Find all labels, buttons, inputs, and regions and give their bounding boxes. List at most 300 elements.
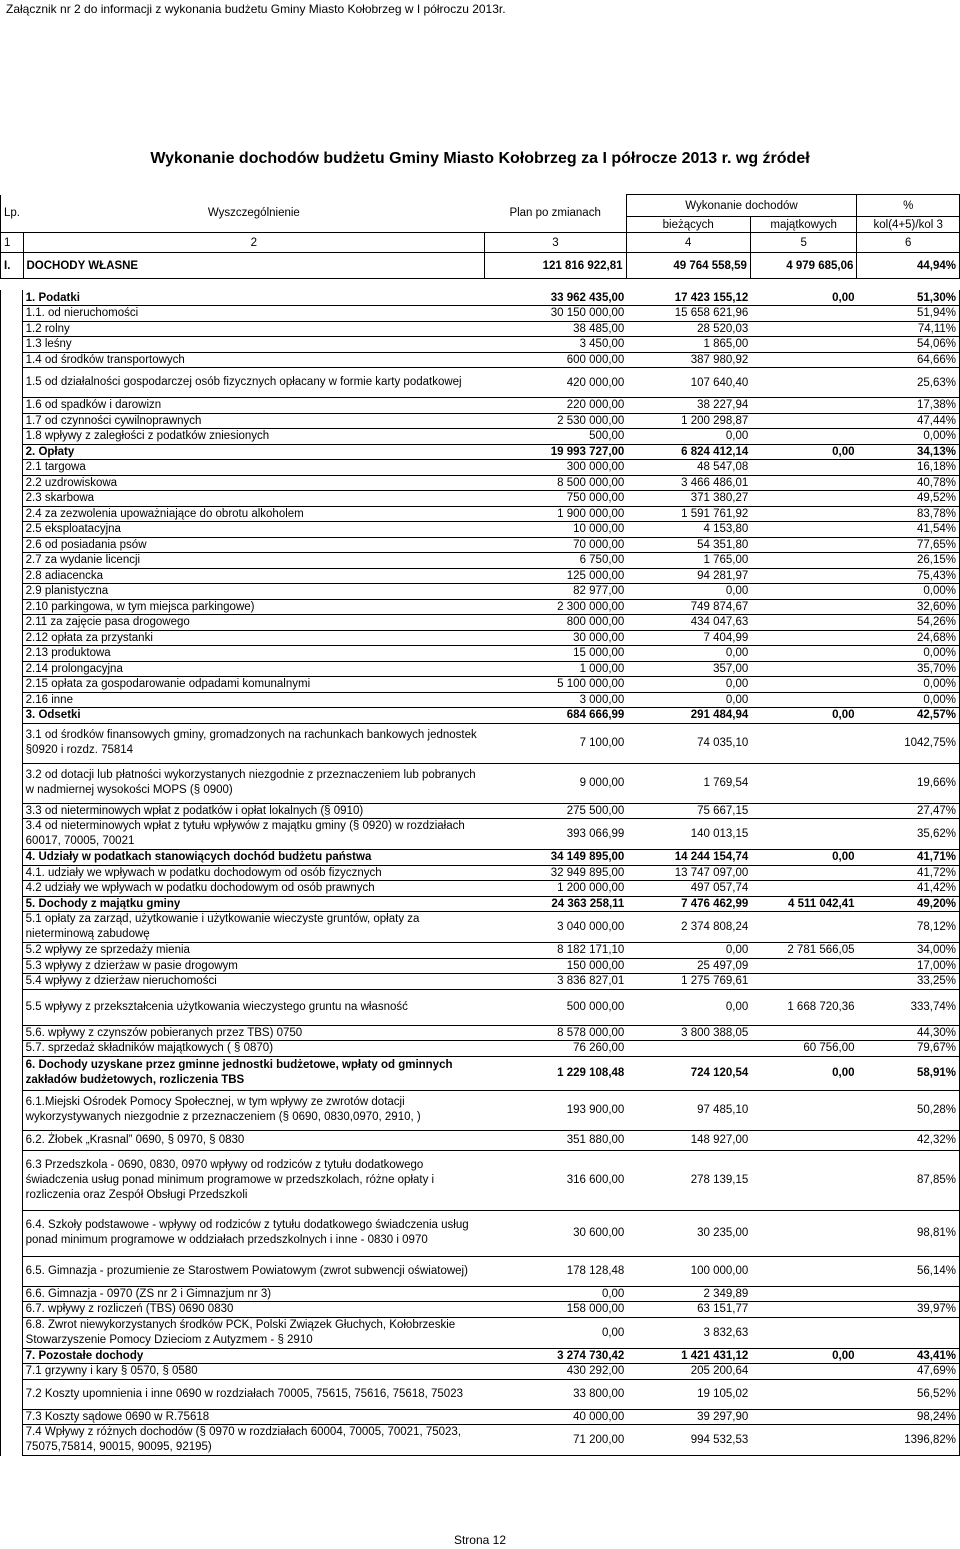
table-row xyxy=(1,1286,960,1302)
row-asset xyxy=(751,522,857,538)
row-plan: 33 962 435,00 xyxy=(487,290,628,306)
header-exec: Wykonanie dochodów xyxy=(626,195,857,217)
row-percent: 40,78% xyxy=(858,475,960,491)
income-table xyxy=(0,290,960,1456)
header-num-1: 1 xyxy=(1,233,24,253)
row-lp-cell xyxy=(1,974,23,990)
row-plan: 420 000,00 xyxy=(487,368,628,398)
row-percent: 333,74% xyxy=(858,989,960,1025)
row-percent: 44,30% xyxy=(858,1025,960,1041)
row-description: 6.6. Gimnazja - 0970 (ZS nr 2 i Gimnazjum nr 3) xyxy=(22,1286,487,1302)
row-asset xyxy=(751,974,857,990)
row-plan: 750 000,00 xyxy=(487,491,628,507)
table-row xyxy=(1,553,960,569)
row-asset xyxy=(751,599,857,615)
row-percent: 51,30% xyxy=(858,290,960,306)
row-lp-cell xyxy=(1,1130,23,1150)
row-percent: 49,20% xyxy=(858,896,960,912)
row-lp-cell xyxy=(1,912,23,943)
row-asset xyxy=(751,865,857,881)
row-current: 1 765,00 xyxy=(627,553,751,569)
row-percent: 98,24% xyxy=(858,1409,960,1425)
row-lp-cell xyxy=(1,896,23,912)
row-asset xyxy=(751,475,857,491)
row-plan: 71 200,00 xyxy=(487,1425,628,1456)
row-plan: 30 000,00 xyxy=(487,630,628,646)
row-lp-cell xyxy=(1,290,23,306)
row-plan: 2 530 000,00 xyxy=(487,413,628,429)
header-table xyxy=(0,194,960,279)
row-description: 6.7. wpływy z rozliczeń (TBS) 0690 0830 xyxy=(22,1302,487,1318)
row-percent: 35,70% xyxy=(858,661,960,677)
row-plan: 5 100 000,00 xyxy=(487,677,628,693)
row-current: 6 824 412,14 xyxy=(627,444,751,460)
row-current: 13 747 097,00 xyxy=(627,865,751,881)
row-plan: 430 292,00 xyxy=(487,1364,628,1380)
table-row xyxy=(1,1150,960,1210)
row-asset xyxy=(751,1317,857,1348)
row-description: 2.16 inne xyxy=(22,692,487,708)
row-plan: 1 000,00 xyxy=(487,661,628,677)
row-plan: 19 993 727,00 xyxy=(487,444,628,460)
row-asset xyxy=(751,677,857,693)
row-lp-cell xyxy=(1,692,23,708)
row-lp-cell xyxy=(1,1210,23,1256)
row-asset xyxy=(751,912,857,943)
row-plan: 3 000,00 xyxy=(487,692,628,708)
row-current: 54 351,80 xyxy=(627,537,751,553)
row-current: 4 153,80 xyxy=(627,522,751,538)
row-description: 5.6. wpływy z czynszów pobieranych przez TBS) 0750 xyxy=(22,1025,487,1041)
table-row xyxy=(1,522,960,538)
row-lp-cell xyxy=(1,1379,23,1409)
row-current: 140 013,15 xyxy=(627,819,751,850)
row-lp-cell xyxy=(1,1348,23,1364)
row-description: 5.2 wpływy ze sprzedaży mienia xyxy=(22,943,487,959)
row-lp-cell xyxy=(1,1150,23,1210)
row-plan: 178 128,48 xyxy=(487,1256,628,1286)
row-lp-cell xyxy=(1,413,23,429)
row-plan: 8 182 171,10 xyxy=(487,943,628,959)
row-plan: 275 500,00 xyxy=(487,803,628,819)
row-description: 1.2 rolny xyxy=(22,321,487,337)
row-asset xyxy=(751,1302,857,1318)
row-percent: 56,52% xyxy=(858,1379,960,1409)
row-lp-cell xyxy=(1,661,23,677)
row-plan: 2 300 000,00 xyxy=(487,599,628,615)
row-lp-cell xyxy=(1,584,23,600)
row-current: 3 466 486,01 xyxy=(627,475,751,491)
row-current: 30 235,00 xyxy=(627,1210,751,1256)
row-asset: 0,00 xyxy=(751,1348,857,1364)
row-current: 15 658 621,96 xyxy=(627,306,751,322)
row-lp-cell xyxy=(1,306,23,322)
row-description: 2.13 produktowa xyxy=(22,646,487,662)
header-lp: Lp. xyxy=(1,195,24,233)
row-description: 2.5 eksploatacyjna xyxy=(22,522,487,538)
table-row xyxy=(1,803,960,819)
row-asset xyxy=(751,1425,857,1456)
row-description: 4.2 udziały we wpływach w podatku dochodowym od osób prawnych xyxy=(22,881,487,897)
table-row xyxy=(1,677,960,693)
table-row xyxy=(1,1041,960,1057)
row-description: 5. Dochody z majątku gminy xyxy=(22,896,487,912)
row-description: 1.8 wpływy z zaległości z podatków zniesionych xyxy=(22,429,487,445)
table-row xyxy=(1,1210,960,1256)
table-row xyxy=(1,429,960,445)
row-asset xyxy=(751,803,857,819)
row-description: 7. Pozostałe dochody xyxy=(22,1348,487,1364)
row-description: 1.5 od działalności gospodarczej osób fizycznych opłacany w formie karty podatkowej xyxy=(22,368,487,398)
row-current: 17 423 155,12 xyxy=(627,290,751,306)
section-desc: DOCHODY WŁASNE xyxy=(23,253,485,279)
row-plan: 1 200 000,00 xyxy=(487,881,628,897)
header-num-2: 2 xyxy=(23,233,485,253)
row-current: 74 035,10 xyxy=(627,723,751,763)
row-plan: 800 000,00 xyxy=(487,615,628,631)
row-plan: 220 000,00 xyxy=(487,398,628,414)
row-percent: 0,00% xyxy=(858,429,960,445)
row-description: 2.7 za wydanie licencji xyxy=(22,553,487,569)
row-percent: 87,85% xyxy=(858,1150,960,1210)
row-asset xyxy=(751,337,857,353)
row-description: 6.3 Przedszkola - 0690, 0830, 0970 wpływy od rodziców z tytułu dodatkowego świadczenia usług ponad minimum programowe w przedszkolach, różne opłaty i rozliczenia oraz Zespół Obsługi Przedszkoli xyxy=(22,1150,487,1210)
table-row xyxy=(1,1090,960,1130)
row-plan: 32 949 895,00 xyxy=(487,865,628,881)
row-current: 0,00 xyxy=(627,429,751,445)
row-asset xyxy=(751,460,857,476)
row-lp-cell xyxy=(1,763,23,803)
row-percent: 79,67% xyxy=(858,1041,960,1057)
row-asset xyxy=(751,413,857,429)
row-asset xyxy=(751,1130,857,1150)
row-description: 1.4 od środków transportowych xyxy=(22,352,487,368)
row-asset xyxy=(751,553,857,569)
row-asset xyxy=(751,368,857,398)
table-row xyxy=(1,1317,960,1348)
table-row xyxy=(1,819,960,850)
row-asset xyxy=(751,881,857,897)
row-percent: 43,41% xyxy=(858,1348,960,1364)
row-description: 6.5. Gimnazja - prozumienie ze Starostwem Powiatowym (zwrot subwencji oświatowej) xyxy=(22,1256,487,1286)
row-current: 1 769,54 xyxy=(627,763,751,803)
row-description: 5.7. sprzedaż składników majątkowych ( § 0870) xyxy=(22,1041,487,1057)
income-table-body xyxy=(1,290,960,1456)
row-lp-cell xyxy=(1,352,23,368)
row-asset xyxy=(751,723,857,763)
row-percent: 34,00% xyxy=(858,943,960,959)
row-asset xyxy=(751,491,857,507)
row-description: 3.3 od nieterminowych wpłat z podatków i opłat lokalnych (§ 0910) xyxy=(22,803,487,819)
row-description: 1. Podatki xyxy=(22,290,487,306)
table-row xyxy=(1,352,960,368)
row-percent: 1042,75% xyxy=(858,723,960,763)
row-plan: 82 977,00 xyxy=(487,584,628,600)
row-asset: 0,00 xyxy=(751,850,857,866)
row-plan: 158 000,00 xyxy=(487,1302,628,1318)
row-lp-cell xyxy=(1,1286,23,1302)
row-description: 1.1. od nieruchomości xyxy=(22,306,487,322)
row-lp-cell xyxy=(1,537,23,553)
table-row xyxy=(1,943,960,959)
header-asset: majątkowych xyxy=(750,217,857,233)
row-asset xyxy=(751,321,857,337)
row-percent: 1396,82% xyxy=(858,1425,960,1456)
row-plan: 193 900,00 xyxy=(487,1090,628,1130)
row-description: 5.3 wpływy z dzierżaw w pasie drogowym xyxy=(22,958,487,974)
row-lp-cell xyxy=(1,321,23,337)
row-current: 497 057,74 xyxy=(627,881,751,897)
row-current: 278 139,15 xyxy=(627,1150,751,1210)
row-percent: 75,43% xyxy=(858,568,960,584)
row-plan: 351 880,00 xyxy=(487,1130,628,1150)
row-plan: 33 800,00 xyxy=(487,1379,628,1409)
row-plan: 30 150 000,00 xyxy=(487,306,628,322)
row-current: 75 667,15 xyxy=(627,803,751,819)
row-percent: 56,14% xyxy=(858,1256,960,1286)
row-description: 2.8 adiacencka xyxy=(22,568,487,584)
row-current: 1 275 769,61 xyxy=(627,974,751,990)
row-current: 0,00 xyxy=(627,677,751,693)
row-asset xyxy=(751,819,857,850)
row-description: 3.2 od dotacji lub płatności wykorzystanych niezgodnie z przeznaczeniem lub pobranych w nadmiernej wysokości MOPS (§ 0900) xyxy=(22,763,487,803)
table-row xyxy=(1,723,960,763)
row-current: 205 200,64 xyxy=(627,1364,751,1380)
table-row xyxy=(1,646,960,662)
row-asset xyxy=(751,615,857,631)
row-current: 94 281,97 xyxy=(627,568,751,584)
row-percent: 0,00% xyxy=(858,646,960,662)
table-row xyxy=(1,1256,960,1286)
row-percent: 54,26% xyxy=(858,615,960,631)
row-description: 7.3 Koszty sądowe 0690 w R.75618 xyxy=(22,1409,487,1425)
table-row xyxy=(1,661,960,677)
row-plan: 24 363 258,11 xyxy=(487,896,628,912)
row-asset: 0,00 xyxy=(751,444,857,460)
row-current: 994 532,53 xyxy=(627,1425,751,1456)
row-percent: 41,72% xyxy=(858,865,960,881)
row-description: 2.2 uzdrowiskowa xyxy=(22,475,487,491)
row-plan: 500,00 xyxy=(487,429,628,445)
row-description: 6. Dochody uzyskane przez gminne jednostki budżetowe, wpłaty od gminnych zakładów budżetowych, rozliczenia TBS xyxy=(22,1056,487,1090)
row-description: 2.6 od posiadania psów xyxy=(22,537,487,553)
row-lp-cell xyxy=(1,1364,23,1380)
row-percent: 0,00% xyxy=(858,584,960,600)
row-asset xyxy=(751,506,857,522)
row-lp-cell xyxy=(1,1302,23,1318)
table-row xyxy=(1,1409,960,1425)
section-pct: 44,94% xyxy=(857,253,960,279)
row-asset xyxy=(751,1379,857,1409)
section-row xyxy=(1,253,960,279)
row-plan: 3 040 000,00 xyxy=(487,912,628,943)
row-plan: 10 000,00 xyxy=(487,522,628,538)
row-description: 4.1. udziały we wpływach w podatku dochodowym od osób fizycznych xyxy=(22,865,487,881)
row-percent: 64,66% xyxy=(858,352,960,368)
row-asset xyxy=(751,630,857,646)
row-description: 3.4 od nieterminowych wpłat z tytułu wpływów z majątku gminy (§ 0920) w rozdziałach 60017, 70005, 70021 xyxy=(22,819,487,850)
row-lp-cell xyxy=(1,708,23,724)
row-lp-cell xyxy=(1,630,23,646)
row-plan: 40 000,00 xyxy=(487,1409,628,1425)
row-asset xyxy=(751,763,857,803)
row-percent: 25,63% xyxy=(858,368,960,398)
row-lp-cell xyxy=(1,444,23,460)
row-description: 2.15 opłata za gospodarowanie odpadami komunalnymi xyxy=(22,677,487,693)
row-percent: 34,13% xyxy=(858,444,960,460)
table-row xyxy=(1,708,960,724)
table-row xyxy=(1,460,960,476)
table-row xyxy=(1,989,960,1025)
table-row xyxy=(1,506,960,522)
row-percent: 27,47% xyxy=(858,803,960,819)
row-percent: 41,42% xyxy=(858,881,960,897)
row-asset xyxy=(751,1286,857,1302)
table-row xyxy=(1,491,960,507)
row-description: 7.4 Wpływy z różnych dochodów (§ 0970 w rozdziałach 60004, 70005, 70021, 75023, 75075,75814, 90015, 90095, 92195) xyxy=(22,1425,487,1456)
row-lp-cell xyxy=(1,1409,23,1425)
row-plan: 3 274 730,42 xyxy=(487,1348,628,1364)
row-lp-cell xyxy=(1,803,23,819)
table-row xyxy=(1,692,960,708)
row-current: 1 591 761,92 xyxy=(627,506,751,522)
table-row xyxy=(1,599,960,615)
row-current: 434 047,63 xyxy=(627,615,751,631)
table-row xyxy=(1,1056,960,1090)
row-current: 97 485,10 xyxy=(627,1090,751,1130)
row-lp-cell xyxy=(1,429,23,445)
row-description: 2.3 skarbowa xyxy=(22,491,487,507)
table-row xyxy=(1,881,960,897)
row-description: 1.7 od czynności cywilnoprawnych xyxy=(22,413,487,429)
row-current: 3 832,63 xyxy=(627,1317,751,1348)
row-current: 0,00 xyxy=(627,692,751,708)
table-row xyxy=(1,398,960,414)
row-percent: 54,06% xyxy=(858,337,960,353)
row-asset xyxy=(751,1210,857,1256)
row-lp-cell xyxy=(1,723,23,763)
row-asset xyxy=(751,661,857,677)
table-row xyxy=(1,974,960,990)
table-row xyxy=(1,1130,960,1150)
table-row xyxy=(1,321,960,337)
section-current: 49 764 558,59 xyxy=(626,253,750,279)
row-current: 48 547,08 xyxy=(627,460,751,476)
row-percent: 17,38% xyxy=(858,398,960,414)
row-asset xyxy=(751,537,857,553)
table-row xyxy=(1,584,960,600)
row-current: 0,00 xyxy=(627,943,751,959)
row-plan: 1 900 000,00 xyxy=(487,506,628,522)
row-plan: 6 750,00 xyxy=(487,553,628,569)
header-num-6: 6 xyxy=(857,233,960,253)
row-plan: 0,00 xyxy=(487,1317,628,1348)
row-lp-cell xyxy=(1,819,23,850)
table-row xyxy=(1,568,960,584)
row-plan: 316 600,00 xyxy=(487,1150,628,1210)
row-current: 38 227,94 xyxy=(627,398,751,414)
row-description: 2. Opłaty xyxy=(22,444,487,460)
row-asset xyxy=(751,1025,857,1041)
header-num-5: 5 xyxy=(750,233,857,253)
row-percent: 98,81% xyxy=(858,1210,960,1256)
row-lp-cell xyxy=(1,599,23,615)
row-current: 28 520,03 xyxy=(627,321,751,337)
row-asset: 60 756,00 xyxy=(751,1041,857,1057)
row-current: 25 497,09 xyxy=(627,958,751,974)
row-description: 5.5 wpływy z przekształcenia użytkowania wieczystego gruntu na własność xyxy=(22,989,487,1025)
row-asset xyxy=(751,1256,857,1286)
row-lp-cell xyxy=(1,1256,23,1286)
row-percent: 41,54% xyxy=(858,522,960,538)
row-description: 1.3 leśny xyxy=(22,337,487,353)
row-lp-cell xyxy=(1,568,23,584)
row-percent: 33,25% xyxy=(858,974,960,990)
row-lp-cell xyxy=(1,460,23,476)
row-current: 7 476 462,99 xyxy=(627,896,751,912)
row-current: 19 105,02 xyxy=(627,1379,751,1409)
row-description: 6.2. Żłobek „Krasnal” 0690, § 0970, § 0830 xyxy=(22,1130,487,1150)
row-plan: 150 000,00 xyxy=(487,958,628,974)
row-current: 63 151,77 xyxy=(627,1302,751,1318)
row-percent: 35,62% xyxy=(858,819,960,850)
row-description: 5.1 opłaty za zarząd, użytkowanie i użytkowanie wieczyste gruntów, opłaty za nieterminową zabudowę xyxy=(22,912,487,943)
row-plan: 684 666,99 xyxy=(487,708,628,724)
row-percent: 26,15% xyxy=(858,553,960,569)
row-current: 7 404,99 xyxy=(627,630,751,646)
page-footer: Strona 12 xyxy=(453,1533,507,1547)
row-percent: 39,97% xyxy=(858,1302,960,1318)
row-lp-cell xyxy=(1,615,23,631)
row-lp-cell xyxy=(1,398,23,414)
table-row xyxy=(1,368,960,398)
row-plan: 76 260,00 xyxy=(487,1041,628,1057)
row-plan: 30 600,00 xyxy=(487,1210,628,1256)
table-row xyxy=(1,290,960,306)
row-current: 107 640,40 xyxy=(627,368,751,398)
section-plan: 121 816 922,81 xyxy=(485,253,626,279)
header-desc: Wyszczególnienie xyxy=(207,207,300,220)
row-percent: 50,28% xyxy=(858,1090,960,1130)
row-asset xyxy=(751,1409,857,1425)
row-lp-cell xyxy=(1,677,23,693)
row-description: 6.4. Szkoły podstawowe - wpływy od rodziców z tytułu dodatkowego świadczenia usług ponad minimum programowe w oddziałach przedszkolnych i inne - 0830 i 0970 xyxy=(22,1210,487,1256)
row-lp-cell xyxy=(1,881,23,897)
row-plan: 1 229 108,48 xyxy=(487,1056,628,1090)
table-row xyxy=(1,1379,960,1409)
row-lp-cell xyxy=(1,337,23,353)
row-percent: 32,60% xyxy=(858,599,960,615)
row-asset xyxy=(751,568,857,584)
row-asset: 1 668 720,36 xyxy=(751,989,857,1025)
section-lp: I. xyxy=(1,253,24,279)
row-asset: 0,00 xyxy=(751,708,857,724)
row-percent: 41,71% xyxy=(858,850,960,866)
row-percent: 42,32% xyxy=(858,1130,960,1150)
row-asset xyxy=(751,398,857,414)
row-percent xyxy=(858,1317,960,1348)
row-lp-cell xyxy=(1,989,23,1025)
table-row xyxy=(1,958,960,974)
row-asset xyxy=(751,958,857,974)
row-percent: 19,66% xyxy=(858,763,960,803)
row-percent: 49,52% xyxy=(858,491,960,507)
row-current: 100 000,00 xyxy=(627,1256,751,1286)
row-current: 1 200 298,87 xyxy=(627,413,751,429)
row-description: 5.4 wpływy z dzierżaw nieruchomości xyxy=(22,974,487,990)
table-row xyxy=(1,763,960,803)
row-percent: 58,91% xyxy=(858,1056,960,1090)
